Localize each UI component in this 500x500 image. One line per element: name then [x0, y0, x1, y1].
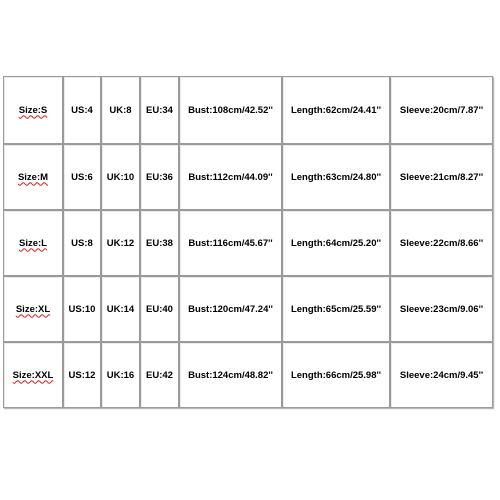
us-size-cell: US:8 — [63, 210, 101, 276]
us-size-cell: US:12 — [63, 342, 101, 408]
size-cell — [3, 144, 63, 210]
sleeve-cell: Sleeve:24cm/9.45'' — [390, 342, 493, 408]
length-cell: Length:65cm/25.59'' — [282, 276, 390, 342]
size-cell — [3, 76, 63, 144]
table-row — [3, 76, 493, 144]
table-row — [3, 210, 493, 276]
size-label: Size:S — [18, 104, 48, 116]
eu-size-cell: EU:34 — [140, 76, 179, 144]
eu-size-cell: EU:42 — [140, 342, 179, 408]
table-row — [3, 144, 493, 210]
uk-size-cell: UK:8 — [101, 76, 140, 144]
size-cell — [3, 276, 63, 342]
sleeve-cell: Sleeve:20cm/7.87'' — [390, 76, 493, 144]
eu-size-cell: EU:36 — [140, 144, 179, 210]
length-cell: Length:63cm/24.80'' — [282, 144, 390, 210]
table-row — [3, 342, 493, 408]
sleeve-cell: Sleeve:21cm/8.27'' — [390, 144, 493, 210]
sleeve-cell: Sleeve:22cm/8.66'' — [390, 210, 493, 276]
us-size-cell: US:6 — [63, 144, 101, 210]
length-cell: Length:62cm/24.41'' — [282, 76, 390, 144]
eu-size-cell: EU:40 — [140, 276, 179, 342]
eu-size-cell: EU:38 — [140, 210, 179, 276]
size-cell — [3, 342, 63, 408]
size-label: Size:XL — [15, 303, 51, 315]
size-cell — [3, 210, 63, 276]
bust-cell: Bust:116cm/45.67'' — [179, 210, 282, 276]
us-size-cell: US:4 — [63, 76, 101, 144]
size-label: Size:M — [17, 171, 49, 183]
bust-cell: Bust:120cm/47.24'' — [179, 276, 282, 342]
uk-size-cell: UK:14 — [101, 276, 140, 342]
us-size-cell: US:10 — [63, 276, 101, 342]
size-label: Size:XXL — [12, 369, 54, 381]
uk-size-cell: UK:16 — [101, 342, 140, 408]
size-label: Size:L — [19, 237, 47, 249]
table-row — [3, 276, 493, 342]
bust-cell: Bust:124cm/48.82'' — [179, 342, 282, 408]
bust-cell: Bust:108cm/42.52'' — [179, 76, 282, 144]
sleeve-cell: Sleeve:23cm/9.06'' — [390, 276, 493, 342]
uk-size-cell: UK:12 — [101, 210, 140, 276]
uk-size-cell: UK:10 — [101, 144, 140, 210]
bust-cell: Bust:112cm/44.09'' — [179, 144, 282, 210]
length-cell: Length:64cm/25.20'' — [282, 210, 390, 276]
length-cell: Length:66cm/25.98'' — [282, 342, 390, 408]
size-chart-table — [3, 76, 493, 408]
